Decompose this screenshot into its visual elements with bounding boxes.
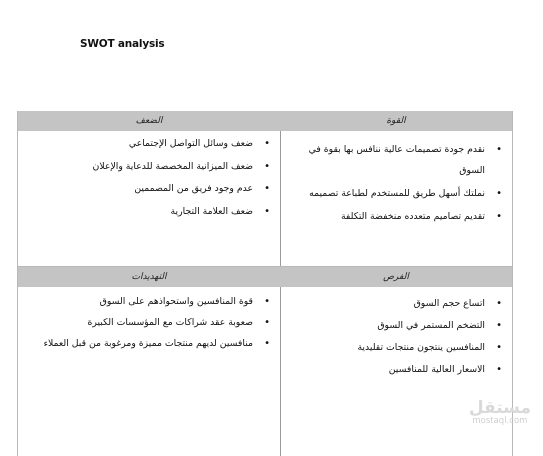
strengths-heading: القوة — [280, 111, 512, 131]
list-item: • صعوبة عقد شراكات مع المؤسسات الكبيرة — [18, 315, 273, 330]
list-item: • نملتك أسهل طريق للمستخدم لطباعة تصميمه — [280, 183, 505, 204]
list-item: • قوة المنافسين واستحواذهم على السوق — [18, 294, 273, 309]
watermark-name: مستقل — [468, 398, 531, 418]
list-item: • الاسعار العالية للمنافسين — [280, 363, 505, 377]
list-item: • ضعف وسائل التواصل الإجتماعي — [18, 137, 273, 151]
list-item: • منافسين لديهم منتجات مميزة ومرغوبة من قبل العملاء — [18, 336, 273, 351]
threats-heading: التهديدات — [18, 267, 280, 287]
list-item: • المنافسين ينتجون منتجات تقليدية — [280, 341, 505, 355]
threats-list — [18, 294, 273, 357]
strengths-list — [280, 139, 505, 229]
weaknesses-list — [18, 137, 273, 227]
list-item: • نقدم جودة تصميمات عالية ننافس بها بقوة في السوق — [280, 139, 505, 181]
list-item: • تقديم تصاميم متعدده منخفضة التكلفة — [280, 206, 505, 227]
list-item: • التضخم المستمر في السوق — [280, 319, 505, 333]
opportunities-list — [280, 297, 505, 385]
list-item: • ضعف الميزانية المخصصة للدعاية والإعلان — [18, 160, 273, 174]
list-item: • اتساع حجم السوق — [280, 297, 505, 311]
opportunities-heading: الفرص — [280, 267, 512, 287]
swot-table — [17, 111, 513, 456]
list-item: • عدم وجود فريق من المصممين — [18, 182, 273, 196]
watermark-domain: mostaql.com — [472, 416, 528, 426]
document-title: SWOT analysis — [80, 38, 165, 50]
weaknesses-heading: الضعف — [18, 111, 280, 131]
watermark-logo — [469, 398, 531, 426]
list-item: • ضعف العلامة التجارية — [18, 205, 273, 219]
